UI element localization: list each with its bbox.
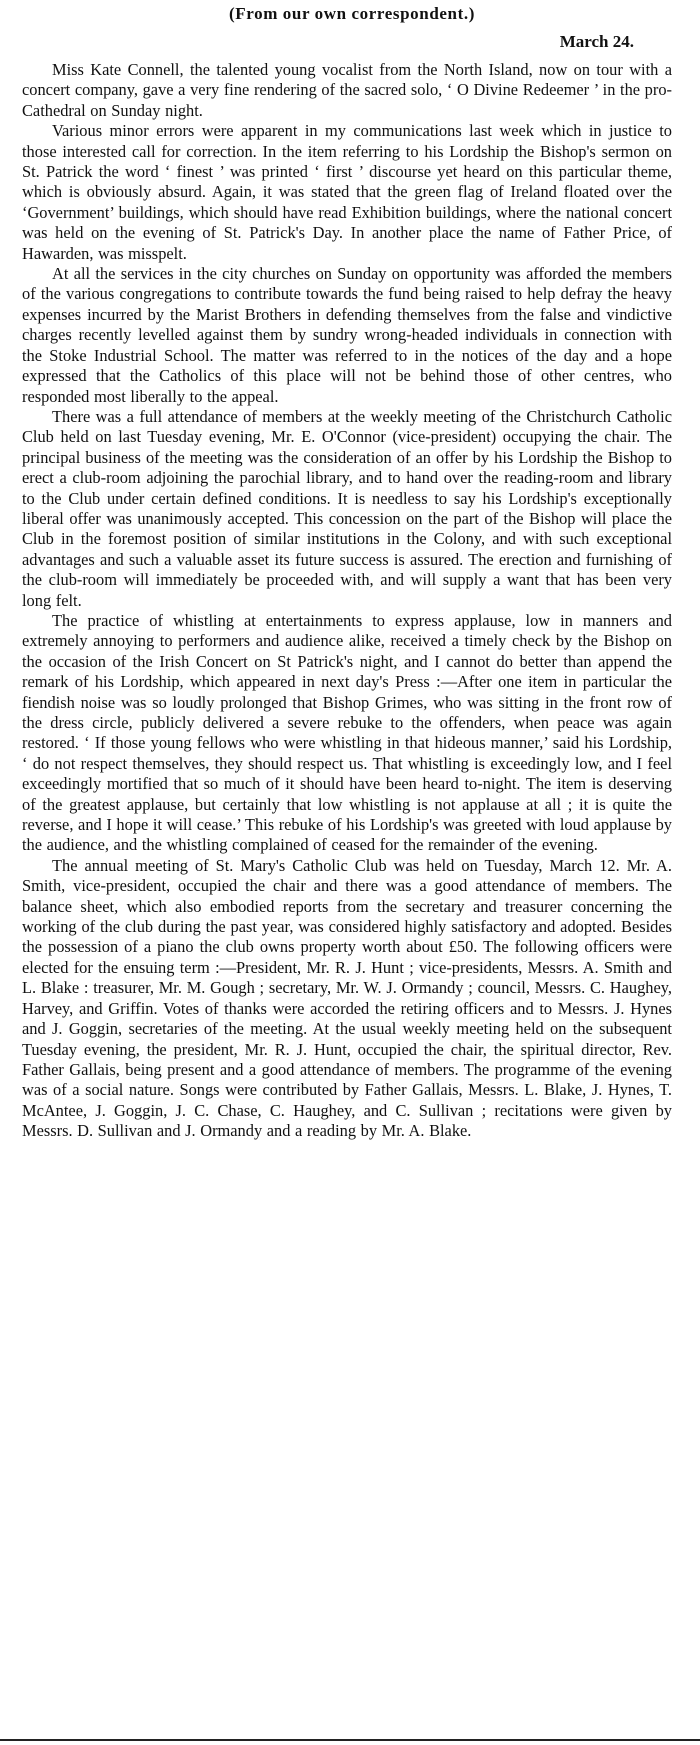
paragraph-corrections: Various minor errors were apparent in my communications last week which in justice to those interested call for correction. In the item referring to his Lordship the Bishop's sermon on St. Patrick the word ‘ finest ’ was printed ‘ first ’ discourse yet heard on this particular theme, which is obviously absurd. Again, it was stated that the green flag of Ireland floated over the ‘Government’ buildings, which should have read Exhibition buildings, where the national concert was held on the evening of St. Patrick's Day. In another place the name of Father Price, of Hawarden, was misspelt. xyxy=(22,121,672,263)
correspondent-heading: (From our own correspondent.) xyxy=(229,4,475,23)
paragraph-kate-connell: Miss Kate Connell, the talented young vocalist from the North Island, now on tour with a concert company, gave a very fine rendering of the sacred solo, ‘ O Divine Redeemer ’ in the pro-Cathedral on Sunday night. xyxy=(22,60,672,120)
dateline: March 24. xyxy=(559,32,634,51)
paragraph-christchurch-catholic-club: There was a full attendance of members at the weekly meeting of the Christchurch Catholic Club held on last Tuesday evening, Mr. E. O'Connor (vice-president) occupying the chair. The principal business of the meeting was the consideration of an offer by his Lordship the Bishop to erect a club-room adjoining the parochial library, and to hand over the reading-room and library to the Club under certain defined conditions. It is needless to say his Lordship's exceptionally liberal offer was unanimously accepted. This concession on the part of the Bishop will place the Club in the foremost position of similar institutions in the Colony, and with such exceptional advantages and such a valuable asset its future success is assured. The erection and furnishing of the club-room will immediately be proceeded with, and will supply a want that has been very long felt. xyxy=(22,406,672,610)
paragraph-marist-brothers-fund: At all the services in the city churches on Sunday on opportunity was afforded the members of the various congregations to contribute towards the fund being raised to help defray the heavy expenses incurred by the Marist Brothers in defending themselves from the false and vindictive charges recently levelled against them by sundry wrong-headed individuals in connection with the Stoke Industrial School. The matter was referred to in the notices of the day and a hope expressed that the Catholics of this place will not be behind those of other centres, who responded most liberally to the appeal. xyxy=(22,264,672,406)
paragraph-st-marys-club-meeting: The annual meeting of St. Mary's Catholic Club was held on Tuesday, March 12. Mr. A. Smith, vice-president, occupied the chair and there was a good attendance of members. The balance sheet, which also embodied reports from the secretary and treasurer concerning the working of the club during the past year, was considered highly satisfactory and adopted. Besides the possession of a piano the club owns property worth about £50. The following officers were elected for the ensuing term :—President, Mr. R. J. Hunt ; vice-presidents, Messrs. A. Smith and L. Blake : treasurer, Mr. M. Gough ; secretary, Mr. W. J. Ormandy ; council, Messrs. C. Haughey, Harvey, and Griffin. Votes of thanks were accorded the retiring officers and to Messrs. J. Hynes and J. Goggin, secretaries of the meeting. At the usual weekly meeting held on the subsequent Tuesday evening, the president, Mr. R. J. Hunt, occupied the chair, the spiritual director, Rev. Father Gallais, being present and a good attendance of members. The programme of the evening was of a social nature. Songs were contributed by Father Gallais, Messrs. L. Blake, J. Hynes, T. McAntee, J. Goggin, J. C. Chase, C. Haughey, and C. Sullivan ; recitations were given by Messrs. D. Sullivan and J. Ormandy and a reading by Mr. A. Blake. xyxy=(22,855,672,1141)
bottom-rule xyxy=(0,1739,700,1741)
paragraph-whistling-rebuke: The practice of whistling at entertainments to express applause, low in manners and extremely annoying to performers and audience alike, received a timely check by the Bishop on the occasion of the Irish Concert on St Patrick's night, and I cannot do better than append the remark of his Lordship, which appeared in next day's Press :—After one item in particular the fiendish noise was so loudly prolonged that Bishop Grimes, who was sitting in the front row of the dress circle, publicly delivered a severe rebuke to the offenders, when peace was again restored. ‘ If those young fellows who were whistling in that hideous manner,’ said his Lordship, ‘ do not respect themselves, they should respect us. That whistling is exceedingly low, and I feel exceedingly mortified that so much of it should have been heard to-night. The item is deserving of the greatest applause, but certainly that low whistling is not applause at all ; it is quite the reverse, and I hope it will cease.’ This rebuke of his Lordship's was greeted with loud applause by the audience, and the whistling complained of ceased for the remainder of the evening. xyxy=(22,610,672,855)
